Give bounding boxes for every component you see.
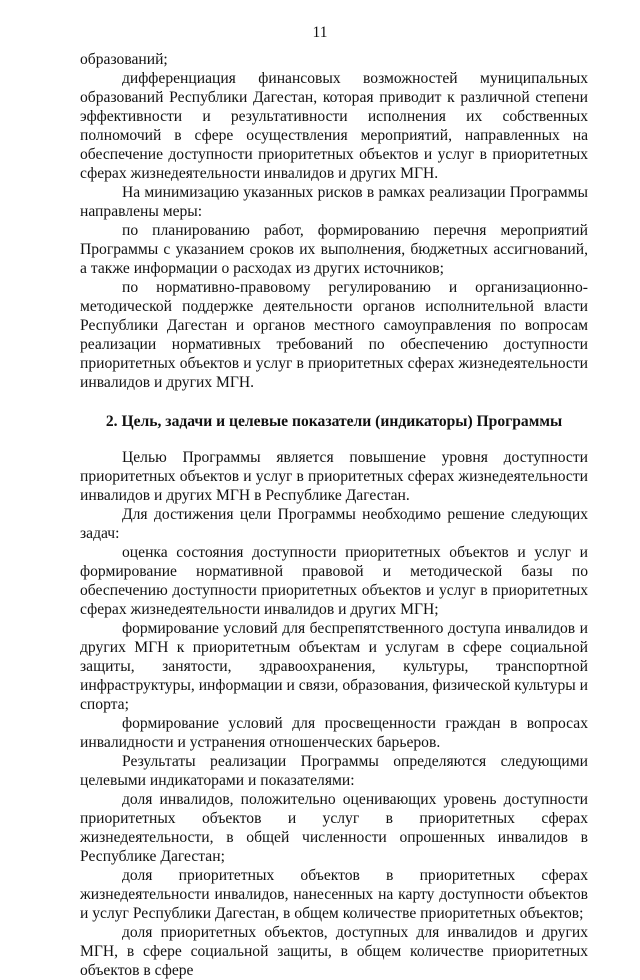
paragraph: формирование условий для беспрепятственного доступа инвалидов и других МГН к приоритетным объектам и услугам в сфере социальной защиты, занятости, здравоохранения, культуры, транспортной инфраструктуры, информации и связи, образования, физической культуры и спорта; bbox=[80, 620, 588, 713]
paragraph: Целью Программы является повышение уровня доступности приоритетных объектов и услуг в приоритетных сферах жизнедеятельности инвалидов и других МГН в Республике Дагестан. bbox=[80, 449, 588, 504]
paragraph: Для достижения цели Программы необходимо решение следующих задач: bbox=[80, 506, 588, 542]
paragraph: доля приоритетных объектов, доступных для инвалидов и других МГН, в сфере социальной защиты, в общем количестве приоритетных объектов в сфере bbox=[80, 924, 588, 979]
paragraph: дифференциация финансовых возможностей муниципальных образований Республики Дагестан, которая приводит к различной степени эффективности и результативности исполнения их собственных полномочий в сфере осуществления мероприятий, направленных на обеспечение доступности приоритетных объектов и услуг в приоритетных сферах жизнедеятельности инвалидов и других МГН. bbox=[80, 70, 588, 182]
document-body bbox=[80, 50, 588, 980]
paragraph: образований; bbox=[80, 51, 168, 68]
paragraph: по нормативно-правовому регулированию и организационно-методической поддержке деятельности органов исполнительной власти Республики Дагестан и органов местного самоуправления по вопросам реализации нормативных требований по обеспечению доступности приоритетных объектов и услуг в приоритетных сферах жизнедеятельности инвалидов и других МГН. bbox=[80, 279, 588, 391]
page-number: 11 bbox=[312, 24, 328, 41]
paragraph: оценка состояния доступности приоритетных объектов и услуг и формирование нормативной правовой и методической базы по обеспечению доступности приоритетных объектов и услуг в приоритетных сферах жизнедеятельности инвалидов и других МГН; bbox=[80, 544, 588, 618]
section-heading: 2. Цель, задачи и целевые показатели (индикаторы) Программы bbox=[105, 413, 563, 430]
paragraph: На минимизацию указанных рисков в рамках реализации Программы направлены меры: bbox=[80, 184, 588, 220]
paragraph: формирование условий для просвещенности граждан в вопросах инвалидности и устранения отношенческих барьеров. bbox=[80, 715, 588, 751]
paragraph: доля приоритетных объектов в приоритетных сферах жизнедеятельности инвалидов, нанесенных на карту доступности объектов и услуг Республики Дагестан, в общем количестве приоритетных объектов; bbox=[80, 867, 588, 922]
paragraphs-before bbox=[80, 50, 588, 392]
paragraph: Результаты реализации Программы определяются следующими целевыми индикаторами и показателями: bbox=[80, 753, 588, 789]
paragraph: по планированию работ, формированию перечня мероприятий Программы с указанием сроков их выполнения, бюджетных ассигнований, а также информации о расходах из других источников; bbox=[80, 222, 588, 277]
paragraph: доля инвалидов, положительно оценивающих уровень доступности приоритетных объектов и услуг в приоритетных сферах жизнедеятельности, в общей численности опрошенных инвалидов в Республике Дагестан; bbox=[80, 791, 588, 865]
paragraphs-after bbox=[80, 448, 588, 980]
